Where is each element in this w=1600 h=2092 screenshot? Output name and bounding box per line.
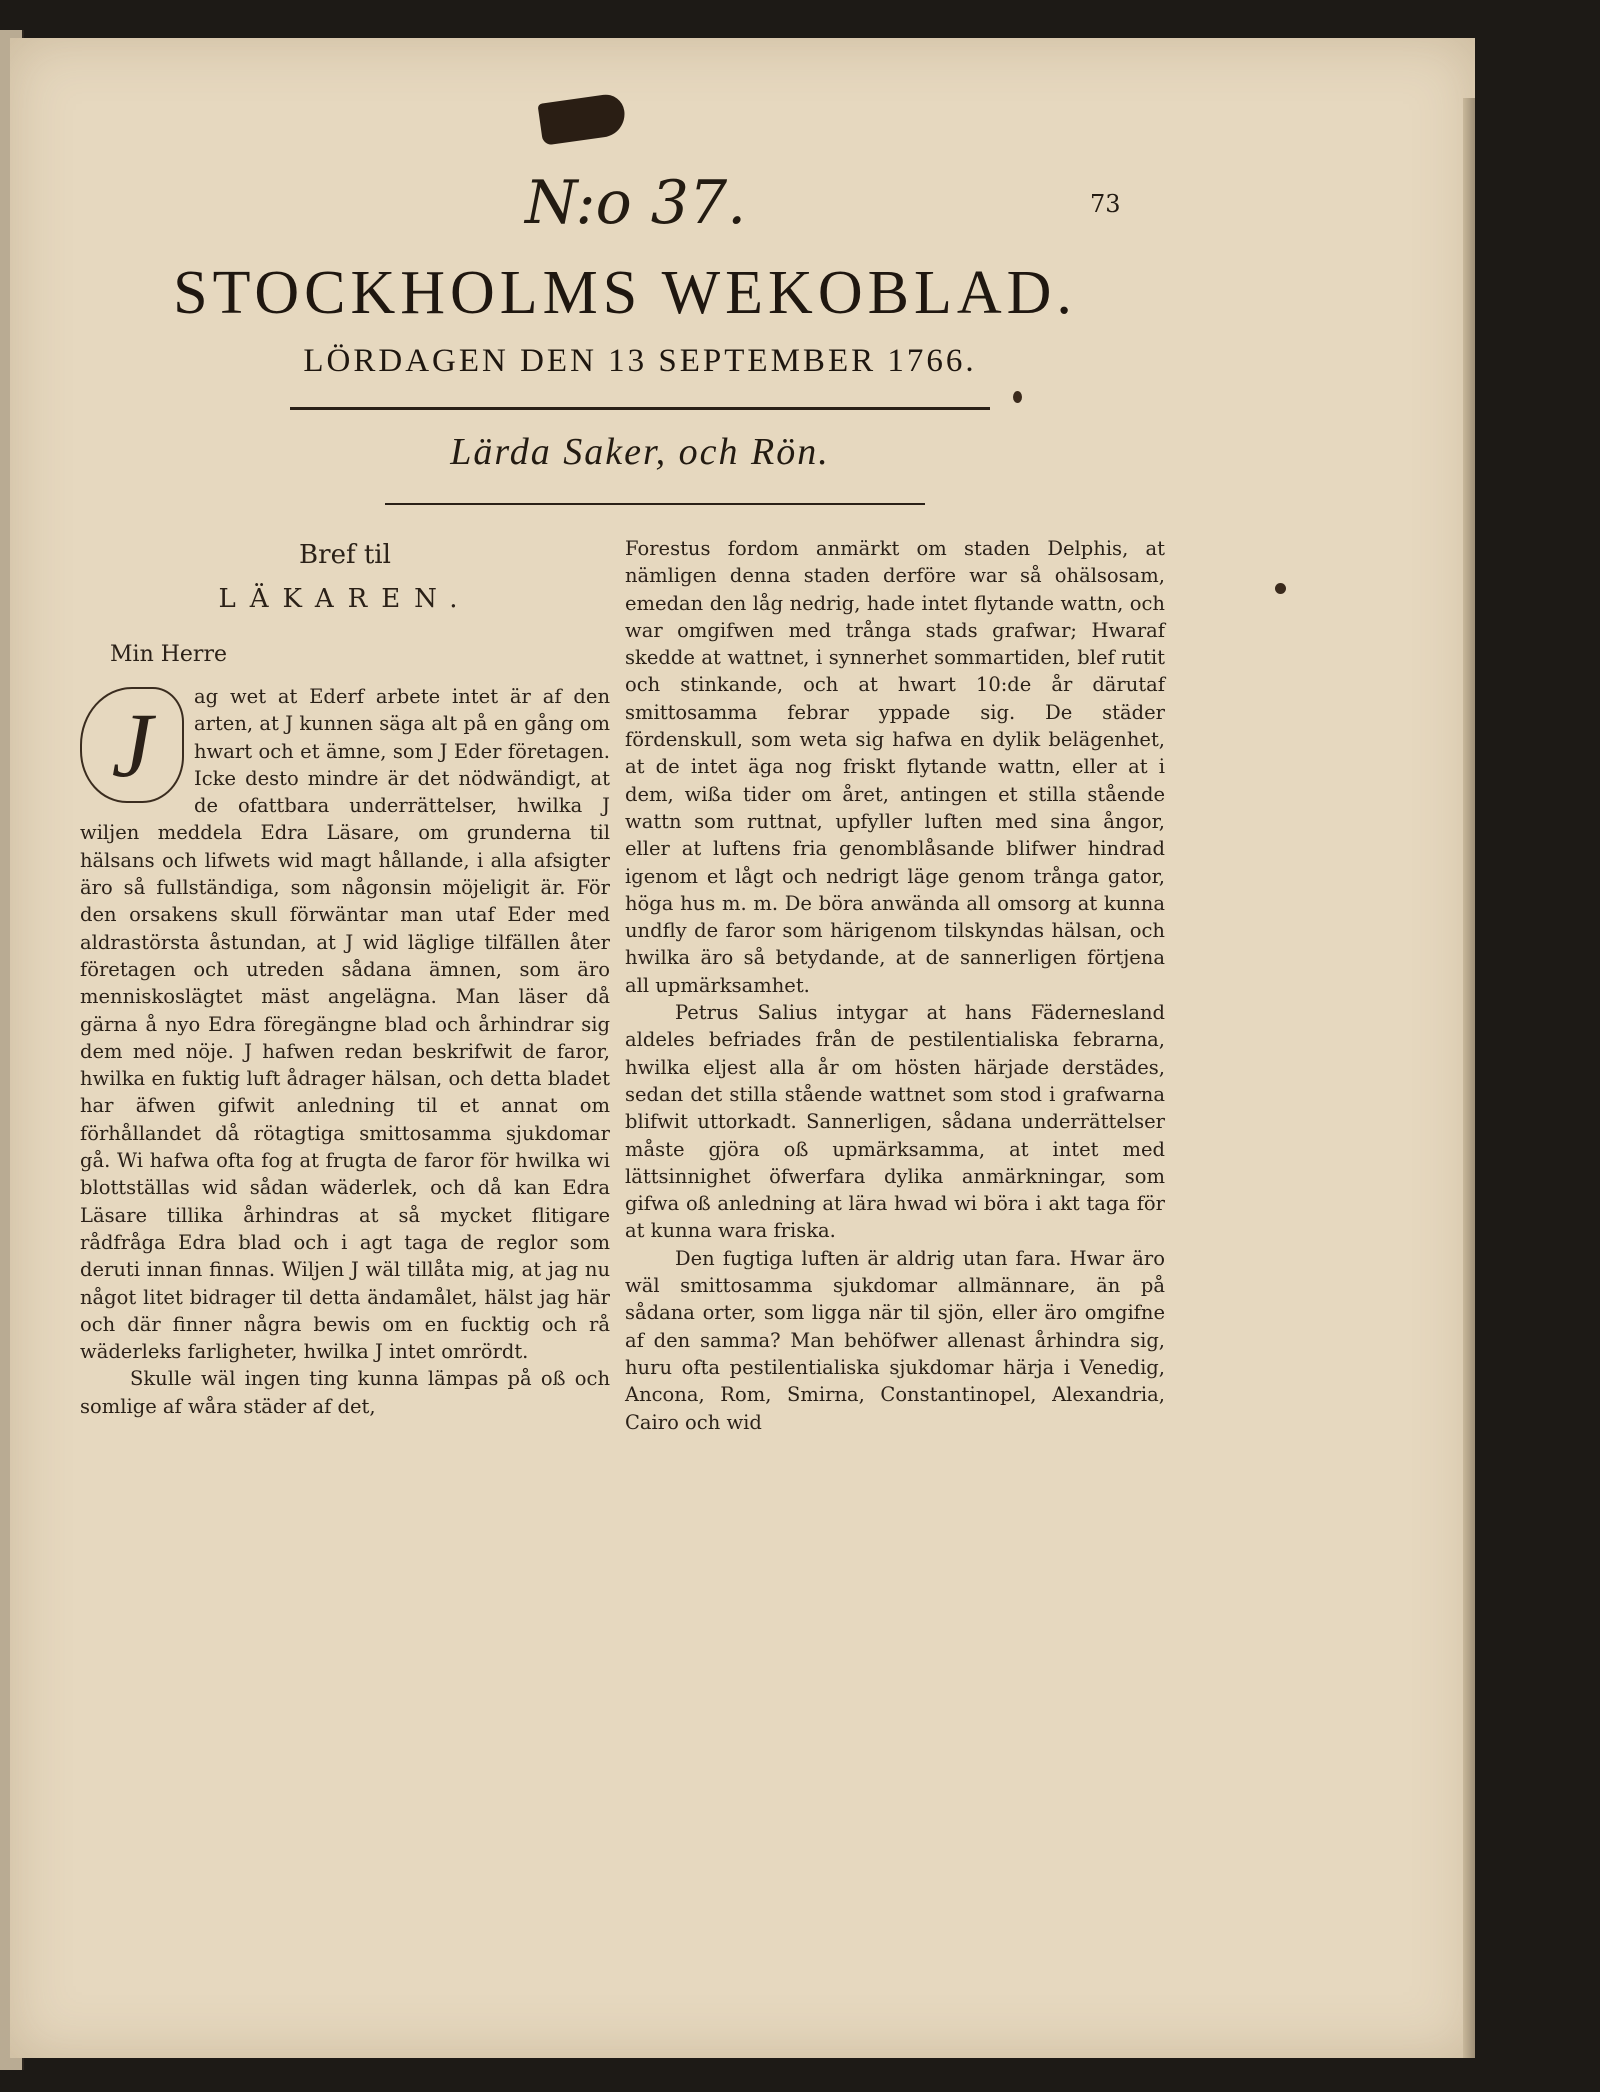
- column-right: [625, 535, 1165, 1436]
- divider-rule: [290, 407, 990, 410]
- ornamental-dropcap: J: [80, 687, 184, 803]
- ink-stain: [537, 92, 627, 145]
- letter-paragraph: Skulle wäl ingen ting kunna lämpas på oß och somlige af wåra städer af det,: [80, 1367, 610, 1418]
- dateline: LÖRDAGEN DEN 13 SEPTEMBER 1766.: [303, 343, 977, 379]
- issue-number: N:o 37.: [525, 168, 747, 238]
- letter-heading: Bref til: [299, 540, 391, 570]
- letter-paragraph: ag wet at Ederf arbete intet är af den arten, at J kunnen säga alt på en gång om hwart och et ämne, som J Eder företagen. Icke desto mindre är det nödwändigt, at de ofattbara underrättelser, hwilka J wiljen meddela Edra Läsare, om grunderna til hälsans och lifwets wid magt hållande, i alla afsigter äro så fullständiga, som någonsin möjeligit är. För den orsakens skull förwäntar man utaf Eder med aldrastörsta åstundan, at J wid läglige tilfällen åter företagen och utreden sådana ämnen, som äro menniskoslägtet mäst angelägna. Man läser då gärna å nyo Edra föregängne blad och århindrar sig dem med nöje. J hafwen redan beskrifwit de faror, hwilka en fuktig luft ådrager hälsan, och detta bladet har äfwen gifwit anledning til et annat om förhållandet då rötagtiga smittosamma sjukdomar gå. Wi hafwa ofta fog at frugta de faror för hwilka wi blottställas wid sådan wäderlek, och då kan Edra Läsare tillika århindras at så mycket flitigare rådfråga Edra blad och i agt taga de reglor som deruti innan finnas. Wiljen J wäl tillåta mig, at jag nu något litet bidrager til detta ändamålet, hälst jag här och där finner några bewis om en fucktig och rå wäderleks farligheter, hwilka J intet omrördt.: [80, 685, 610, 1364]
- ink-dot: [1013, 391, 1022, 403]
- ink-dot: [1275, 583, 1286, 594]
- masthead-title: STOCKHOLMS WEKOBLAD.: [173, 259, 1077, 327]
- page-number: 73: [1090, 190, 1121, 218]
- salutation: Min Herre: [110, 642, 227, 667]
- letter-paragraph: Petrus Salius intygar at hans Fädernesland aldeles befriades från de pestilentialiska febrarna, hwilka eljest alla år om hösten härjade derstädes, sedan det stilla stående wattnet som stod i grafwarna blifwit uttorkadt. Sannerligen, sådana underrättelser måste gjöra oß upmärksamma, at intet med lättsinnighet öfwerfara dylika anmärkningar, som gifwa oß anledning at lära hwad wi böra i akt taga för at kunna wara friska.: [625, 1001, 1165, 1243]
- section-title: Lärda Saker, och Rön.: [450, 431, 830, 473]
- column-left: [80, 535, 610, 1420]
- letter-recipient: LÄKAREN.: [218, 584, 472, 614]
- letter-paragraph: Forestus fordom anmärkt om staden Delphis, at nämligen denna staden derföre war så ohälsosam, emedan den låg nedrig, hade intet flytande wattn, och war omgifwen med trånga stads grafwar; Hwaraf skedde at wattnet, i synnerhet sommartiden, blef rutit och stinkande, och at hwart 10:de år därutaf smittosamma febrar yppade sig. De städer fördenskull, som weta sig hafwa en dylik belägenhet, at de intet äga nog friskt flytande wattn, eller at i dem, wißa tider om året, antingen et stilla stående wattn som ruttnat, upfyller luften med sina ångor, eller at luftens fria genomblåsande blifwer hindrad igenom et lågt och nedrigt läge genom trånga gator, höga hus m. m. De böra anwända all omsorg at kunna undfly de faror som härigenom tilskyndas hälsan, och hwilka äro så betydande, at de sannerligen förtjena all upmärksamhet.: [625, 537, 1165, 997]
- page-right-edge: [1463, 98, 1475, 2058]
- divider-rule: [385, 503, 925, 505]
- letter-paragraph: Den fugtiga luften är aldrig utan fara. Hwar äro wäl smittosamma sjukdomar allmännare, än på sådana orter, som ligga när til sjön, eller äro omgifne af den samma? Man behöfwer allenast århindra sig, huru ofta pestilentialiska sjukdomar härja i Venedig, Ancona, Rom, Smirna, Constantinopel, Alexandria, Cairo och wid: [625, 1246, 1165, 1434]
